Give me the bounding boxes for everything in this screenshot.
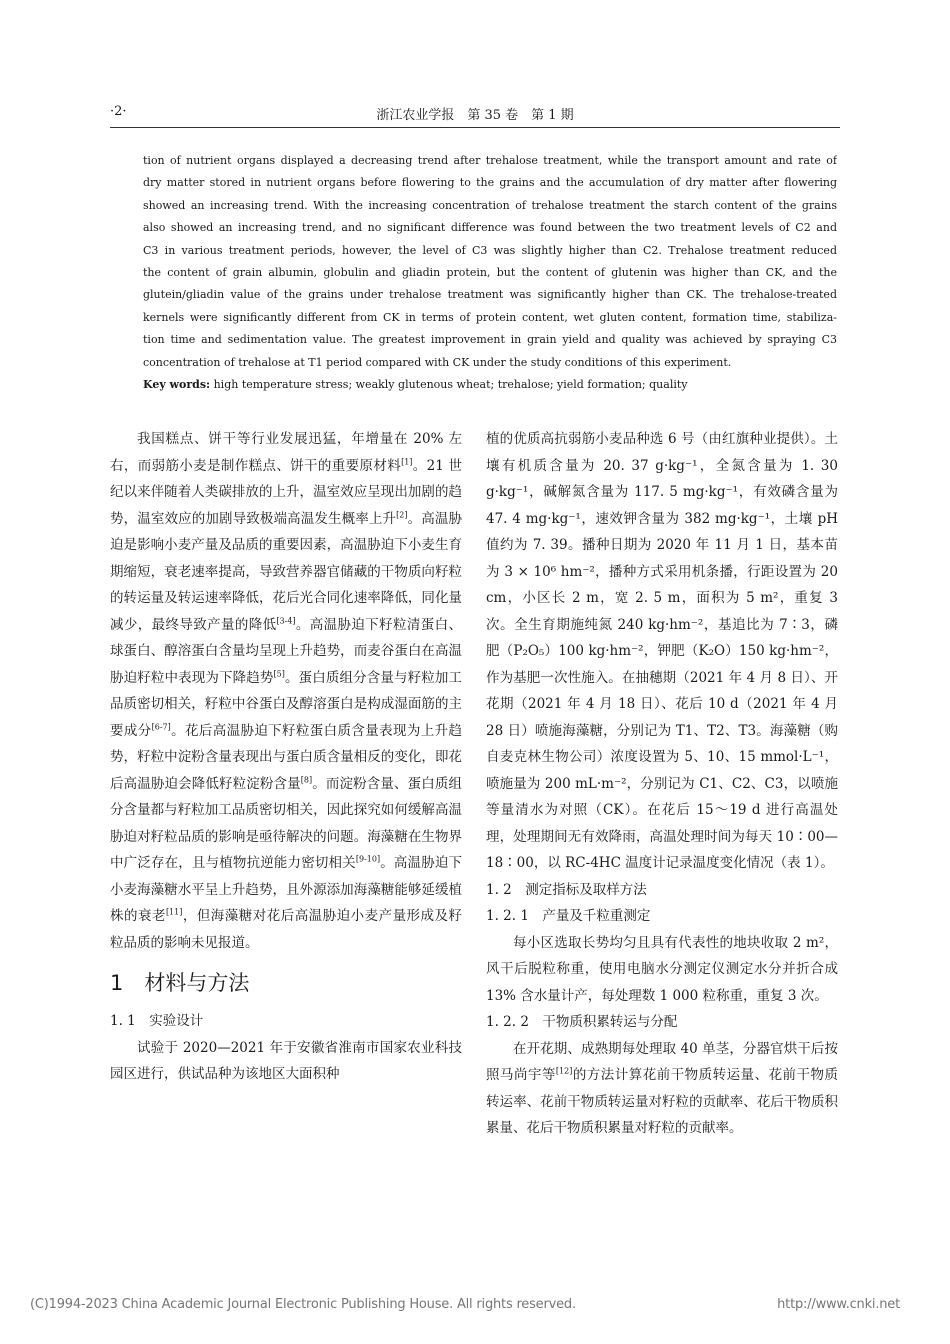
subsection-heading: 1. 2. 1 产量及千粒重测定 bbox=[486, 908, 651, 924]
design-paragraph: 试验于 2020—2021 年于安徽省淮南市国家农业科技园区进行，供试品种为该地区大面积种 bbox=[110, 1039, 462, 1082]
left-column bbox=[110, 426, 462, 1088]
subsection-heading: 1. 1 实验设计 bbox=[110, 1013, 204, 1029]
intro-text: 。蛋白质组分含量与籽粒加工品质密切相关，籽粒中谷蛋白及醇溶蛋白是构成湿面筋的主要成分 bbox=[110, 669, 463, 739]
intro-text: 。而淀粉含量、蛋白质组分含量都与籽粒加工品质密切相关，因此探究如何缓解高温胁迫对籽粒品质的影响是亟待解决的问题。海藻糖在生物界中广泛存在，且与植物抗逆能力密切相关 bbox=[110, 775, 463, 871]
dry-matter-paragraph bbox=[486, 1036, 838, 1142]
intro-text: 。21 世纪以来伴随着人类碳排放的上升，温室效应呈现出加剧的趋势，温室效应的加剧导致极端高温发生概率上升 bbox=[110, 457, 462, 527]
design-paragraph-cont: 植的优质高抗弱筋小麦品种选 6 号（由红旗种业提供）。土壤有机质含量为 20. 37 g·kg⁻¹，全氮含量为 1. 30 g·kg⁻¹，碱解氮含量为 117. 5 mg·kg⁻¹，有效磷含量为 47. 4 mg·kg⁻¹，速效钾含量为 382 mg·kg⁻¹，土壤 pH 值约为 7. 39。播种日期为 2020 年 11 月 1 日，基本苗为 3 × 10⁶ hm⁻²，播种方式采用机条播，行距设置为 20 cm，小区长 2 m，宽 2. 5 m，面积为 5 m²，重复 3 次。全生育期施纯氮 240 kg·hm⁻²，基追比为 7∶3，磷肥（P₂O₅）100 kg·hm⁻²，钾肥（K₂O）150 kg·hm⁻²，作为基肥一次性施入。在抽穗期（2021 年 4 月 8 日）、开花期（2021 年 4 月 18 日）、花后 10 d（2021 年 4 月 28 日）喷施海藻糖，分别记为 T1、T2、T3。海藻糖（购自麦克林生物公司）浓度设置为 5、10、15 mmol·L⁻¹，喷施量为 200 mL·m⁻²，分别记为 C1、C2、C3，以喷施等量清水为对照（CK）。在花后 15～19 d 进行高温处理，处理期间无有效降雨，高温处理时间为每天 10∶00—18∶00，以 RC-4HC 温度计记录温度变化情况（表 1）。 bbox=[486, 431, 838, 871]
abstract-line: C3 in various treatment periods, however, the level of C3 was slightly higher than C2. Trehalose treatment reduced bbox=[143, 243, 837, 257]
dm-text: 的方法计算花前干物质转运量、花前干物质转运率、花前干物质转运量对籽粒的贡献率、花后干物质积累量、花后干物质积累量对籽粒的贡献率。 bbox=[486, 1067, 839, 1136]
subsection-heading: 1. 2 测定指标及取样方法 bbox=[486, 881, 647, 898]
header-rule bbox=[110, 127, 840, 128]
copyright-notice: (C)1994-2023 China Academic Journal Electronic Publishing House. All rights reserved. bbox=[30, 1297, 576, 1312]
abstract-line: kernels were significantly different from CK in terms of protein content, wet gluten content, formation time, stabiliza- bbox=[143, 310, 837, 324]
footer-url[interactable]: http://www.cnki.net bbox=[777, 1297, 900, 1312]
yield-paragraph: 每小区选取长势均匀且具有代表性的地块收取 2 m²，风干后脱粒称重，使用电脑水分测定仪测定水分并折合成 13% 含水量计产，每处理数 1 000 粒称重，重复 3 次。 bbox=[486, 934, 838, 1004]
intro-text: 。高温胁迫下籽粒清蛋白、球蛋白、醇溶蛋白含量均呈现上升趋势，而麦谷蛋白在高温胁迫籽粒中表现为下降趋势 bbox=[110, 616, 462, 686]
abstract-line: the content of grain albumin, globulin and gliadin protein, but the content of glutenin was higher than CK, and the bbox=[143, 265, 837, 279]
abstract-line: dry matter stored in nutrient organs before flowering to the grains and the accumulation of dry matter after flowering bbox=[143, 176, 837, 190]
right-column bbox=[486, 426, 838, 1142]
abstract-line: glutein/gliadin value of the grains under trehalose treatment was significantly higher than CK. The trehalose-treated bbox=[143, 288, 837, 302]
citation: [6-7] bbox=[151, 722, 171, 731]
citation: [11] bbox=[165, 907, 183, 917]
footer bbox=[30, 1297, 930, 1312]
intro-text: ，但海藻糖对花后高温胁迫小麦产量形成及籽粒品质的影响未见报道。 bbox=[110, 908, 463, 951]
citation: [2] bbox=[396, 510, 408, 519]
abstract-line: tion time and sedimentation value. The greatest improvement in grain yield and quality was achieved by spraying C3 bbox=[143, 333, 837, 347]
english-abstract bbox=[143, 150, 837, 396]
citation: [12] bbox=[555, 1066, 573, 1076]
intro-paragraph bbox=[110, 426, 462, 956]
abstract-line: also showed an increasing trend, and no significant difference was found between the two treatment levels of C2 and bbox=[143, 221, 837, 235]
journal-title: 浙江农业学报 第 35 卷 第 1 期 bbox=[376, 108, 574, 123]
citation: [5] bbox=[273, 669, 285, 678]
keywords-label: Key words: bbox=[143, 377, 211, 391]
dm-text: 在开花期、成熟期每处理取 40 单茎，分器官烘干后按照马尚宇等 bbox=[486, 1040, 838, 1083]
subsection-heading: 1. 2. 2 干物质积累转运与分配 bbox=[486, 1014, 678, 1030]
abstract-line: concentration of trehalose at T1 period compared with CK under the study conditions of this experiment. bbox=[143, 355, 732, 369]
abstract-line: showed an increasing trend. With the increasing concentration of trehalose treatment the starch content of the grains bbox=[143, 198, 837, 212]
keywords bbox=[143, 374, 837, 396]
citation: [9-10] bbox=[355, 854, 381, 864]
page-number: ·2· bbox=[110, 104, 127, 119]
abstract-line: tion of nutrient organs displayed a decreasing trend after trehalose treatment, while the transport amount and rate of bbox=[143, 154, 837, 167]
citation: [1] bbox=[401, 457, 413, 466]
keywords-text: high temperature stress; weakly glutenous wheat; trehalose; yield formation; quality bbox=[213, 377, 688, 391]
citation: [8] bbox=[300, 775, 313, 784]
intro-text: 。高温胁迫下小麦海藻糖水平呈上升趋势，且外源添加海藻糖能够延缓植株的衰老 bbox=[110, 855, 463, 924]
section-heading: 1 材料与方法 bbox=[110, 971, 250, 995]
intro-text: 我国糕点、饼干等行业发展迅猛，年增量在 20% 左右，而弱筋小麦是制作糕点、饼干的重要原材料 bbox=[110, 431, 462, 474]
intro-text: 。高温胁迫是影响小麦产量及品质的重要因素，高温胁迫下小麦生育期缩短，衰老速率提高，导致营养器官储藏的干物质向籽粒的转运量及转运速率降低，花后光合同化速率降低，同化量减少，最终导致产量的降低 bbox=[110, 510, 463, 633]
running-header bbox=[110, 100, 840, 124]
intro-text: 。花后高温胁迫下籽粒蛋白质含量表现为上升趋势，籽粒中淀粉含量表现出与蛋白质含量相反的变化，即花后高温胁迫会降低籽粒淀粉含量 bbox=[110, 722, 462, 792]
citation: [3-4] bbox=[276, 616, 296, 625]
